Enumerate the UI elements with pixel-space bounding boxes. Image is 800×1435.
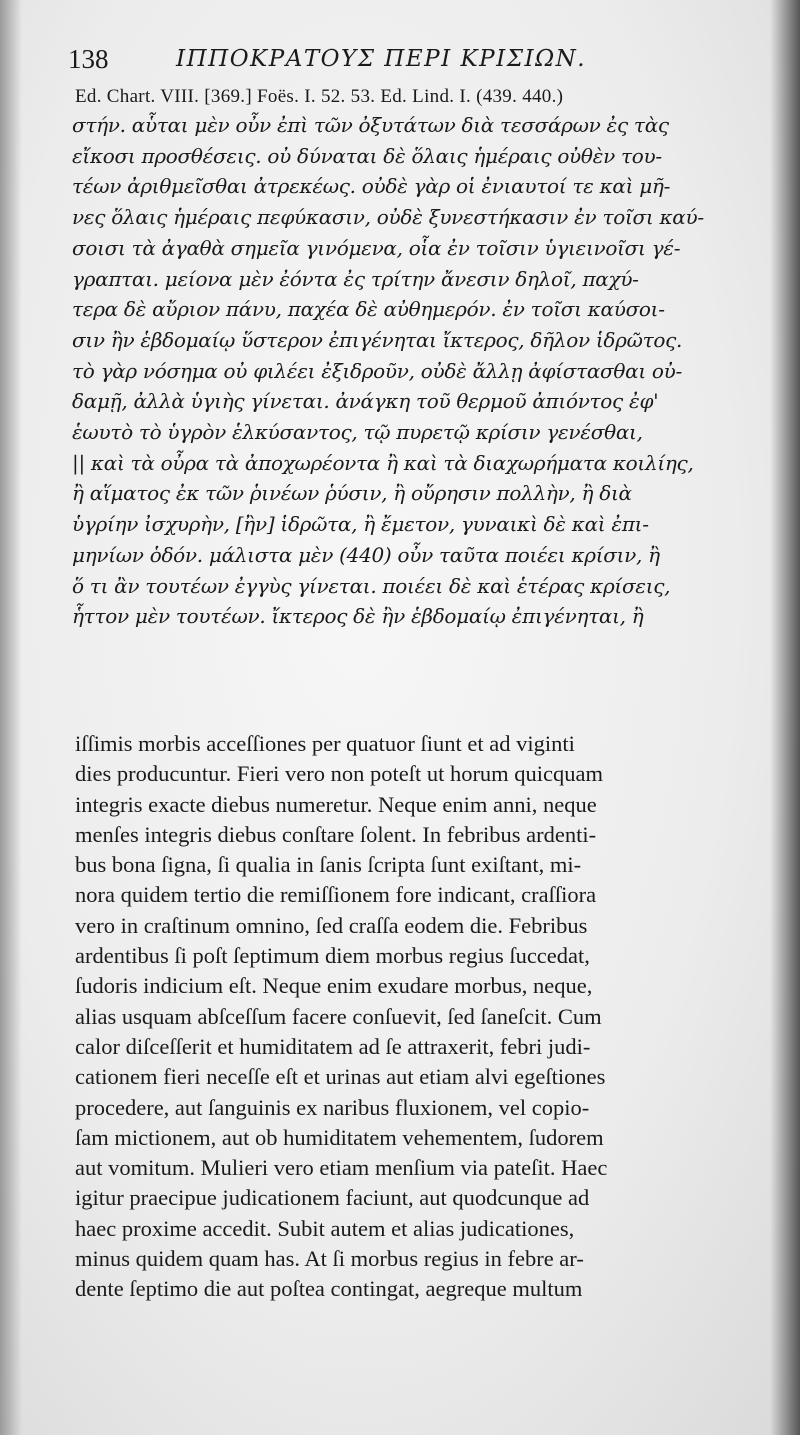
latin-line: menſes integris diebus conſtare ſolent. In febribus ardenti- (75, 821, 597, 847)
running-head: ΙΠΠΟΚΡΑΤΟΥΣ ΠΕΡΙ ΚΡΙΣΙΩΝ. (176, 46, 587, 72)
greek-line: νες ὅλαις ἡμέραις πεφύκασιν, οὐδὲ ξυνεστήκασιν ἐν τοῖσι καύ- (72, 205, 704, 230)
latin-line: procedere, aut ſanguinis ex naribus fluxionem, vel copio- (75, 1094, 590, 1120)
greek-line: ὅ τι ἂν τουτέων ἐγγὺς γίνεται. ποιέει δὲ καὶ ἑτέρας κρίσεις, (72, 573, 671, 598)
latin-line: aut vomitum. Mulieri vero etiam menſium via pateſit. Haec (75, 1155, 608, 1181)
latin-line: integris exacte diebus numeretur. Neque enim anni, neque (75, 791, 597, 817)
latin-line: igitur praecipue judicationem faciunt, aut quodcunque ad (75, 1185, 590, 1211)
latin-line: ſam mictionem, aut ob humiditatem vehementem, ſudorem (75, 1124, 604, 1150)
latin-line: minus quidem quam has. At ſi morbus regius in febre ar- (75, 1246, 584, 1272)
latin-line: dies producuntur. Fieri vero non poteſt ut horum quicquam (75, 761, 604, 787)
greek-line: στήν. αὗται μὲν οὖν ἐπὶ τῶν ὀξυτάτων διὰ τεσσάρων ἐς τὰς (72, 113, 669, 137)
page-number: 138 (68, 44, 109, 74)
greek-line: σοισι τὰ ἀγαθὰ σημεῖα γινόμενα, οἷα ἐν τοῖσιν ὑγιεινοῖσι γέ- (72, 235, 681, 260)
latin-line: dente ſeptimo die aut poſtea contingat, aegreque multum (75, 1276, 583, 1302)
greek-line: δαμῇ, ἀλλὰ ὑγιὴς γίνεται. ἀνάγκη τοῦ θερμοῦ ἀπιόντος ἐφ' (72, 389, 659, 414)
edition-reference: Ed. Chart. VIII. [369.] Foës. I. 52. 53. Ed. Lind. I. (439. 440.) (75, 86, 564, 107)
page-gutter-shadow (0, 0, 22, 1435)
greek-line: τὸ γὰρ νόσημα οὐ φιλέει ἐξιδροῦν, οὐδὲ ἄλλῃ ἀφίστασθαι οὐ- (72, 358, 682, 383)
page-header (68, 42, 768, 82)
greek-line: τερα δὲ αὔριον πάνυ, παχέα δὲ αὐθημερόν. ἐν τοῖσι καύσοι- (72, 297, 665, 322)
greek-line: ἢ αἵματος ἐκ τῶν ῥινέων ῥύσιν, ἢ οὔρησιν πολλὴν, ἢ διὰ (72, 481, 632, 506)
greek-line: ἑωυτὸ τὸ ὑγρὸν ἑλκύσαντος, τῷ πυρετῷ κρίσιν γενέσθαι, (72, 420, 643, 445)
latin-line: nora quidem tertio die remiſſionem fore indicant, craſſiora (75, 882, 597, 908)
latin-line: haec proxime accedit. Subit autem et alias judicationes, (75, 1215, 575, 1241)
latin-line: bus bona ſigna, ſi qualia in ſanis ſcripta ſunt exiſtant, mi- (75, 852, 582, 878)
latin-line: alias usquam abſceſſum facere conſuevit, ſed ſaneſcit. Cum (75, 1003, 602, 1029)
latin-line: calor diſceſſerit et humiditatem ad ſe attraxerit, febri judi- (75, 1033, 591, 1059)
greek-line: μηνίων ὁδόν. μάλιστα μὲν (440) οὖν ταῦτα ποιέει κρίσιν, ἢ (72, 542, 660, 567)
greek-line: σιν ἢν ἑβδομαίῳ ὕστερον ἐπιγένηται ἴκτερος, δῆλον ἱδρῶτος. (72, 327, 683, 352)
latin-line: ſudoris indicium eſt. Neque enim exudare morbus, neque, (75, 973, 593, 999)
greek-line: ἧττον μὲν τουτέων. ἴκτερος δὲ ἢν ἑβδομαίῳ ἐπιγένηται, ἢ (72, 604, 644, 629)
latin-line: ardentibus ſi poſt ſeptimum diem morbus regius ſuccedat, (75, 943, 590, 969)
greek-line: ὑγρίην ἰσχυρὴν, [ἢν] ἱδρῶτα, ἢ ἔμετον, γυναικὶ δὲ καὶ ἐπι- (72, 512, 649, 537)
greek-text (72, 110, 772, 632)
latin-line: cationem fieri neceſſe eſt et urinas aut etiam alvi egeſtiones (75, 1064, 606, 1090)
greek-line: γραπται. μείονα μὲν ἐόντα ἐς τρίτην ἄνεσιν δηλοῖ, παχύ- (72, 266, 639, 291)
greek-line: εἴκοσι προσθέσεις. οὐ δύναται δὲ ὅλαις ἡμέραις οὐθὲν του- (72, 143, 662, 168)
greek-line: || καὶ τὰ οὖρα τὰ ἀποχωρέοντα ἢ καὶ τὰ διαχωρήματα κοιλίης, (72, 450, 694, 475)
latin-line: vero in craſtinum omnino, ſed craſſa eodem die. Febribus (75, 912, 588, 938)
latin-translation (75, 729, 775, 1305)
greek-line: τέων ἀριθμεῖσθαι ἀτρεκέως. οὐδὲ γὰρ οἱ ἐνιαυτοί τε καὶ μῆ- (72, 174, 671, 199)
latin-line: iſſimis morbis acceſſiones per quatuor ſiunt et ad viginti (75, 731, 575, 756)
